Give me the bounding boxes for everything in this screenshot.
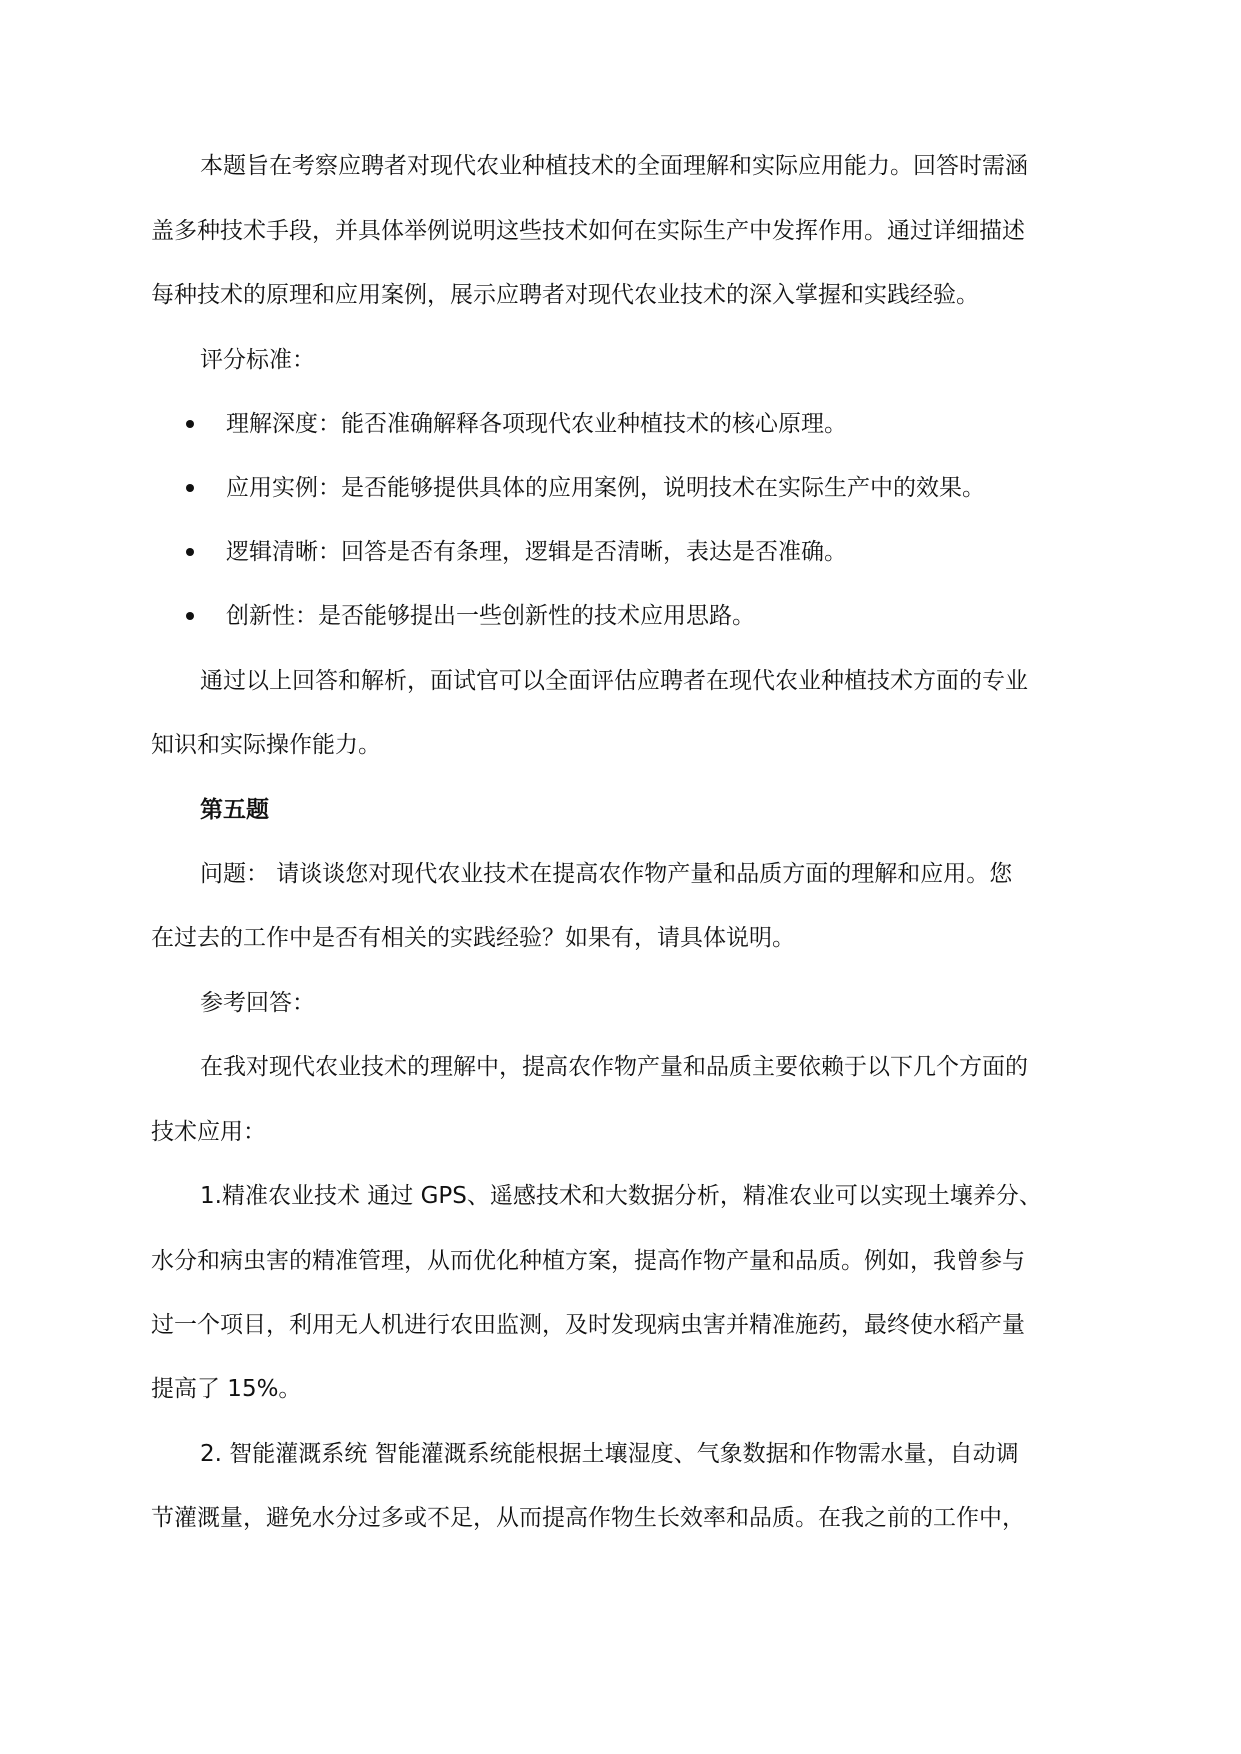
intro-line-2: 盖多种技术手段，并具体举例说明这些技术如何在实际生产中发挥作用。通过详细描述 xyxy=(151,218,1025,244)
point2-line-1: 2. 智能灌溉系统 智能灌溉系统能根据土壤湿度、气象数据和作物需水量，自动调 xyxy=(200,1441,1019,1467)
question-line-2: 在过去的工作中是否有相关的实践经验？如果有，请具体说明。 xyxy=(151,925,795,951)
question-line-1: 问题： 请谈谈您对现代农业技术在提高农作物产量和品质方面的理解和应用。您 xyxy=(200,861,1013,887)
point1-line-4: 提高了 15%。 xyxy=(151,1376,302,1402)
bullet-icon xyxy=(186,548,194,556)
scoring-heading: 评分标准： xyxy=(200,347,315,373)
summary-line-1: 通过以上回答和解析，面试官可以全面评估应聘者在现代农业种植技术方面的专业 xyxy=(200,668,1028,694)
bullet-icon xyxy=(186,484,194,492)
point1-line-2: 水分和病虫害的精准管理，从而优化种植方案，提高作物产量和品质。例如，我曾参与 xyxy=(151,1248,1025,1274)
scoring-item-4: 创新性：是否能够提出一些创新性的技术应用思路。 xyxy=(226,603,755,629)
answer-intro-line-1: 在我对现代农业技术的理解中，提高农作物产量和品质主要依赖于以下几个方面的 xyxy=(200,1054,1028,1080)
intro-line-1: 本题旨在考察应聘者对现代农业种植技术的全面理解和实际应用能力。回答时需涵 xyxy=(200,153,1028,179)
answer-label: 参考回答： xyxy=(200,990,315,1016)
section-title: 第五题 xyxy=(200,797,269,823)
scoring-item-1: 理解深度：能否准确解释各项现代农业种植技术的核心原理。 xyxy=(226,411,847,437)
point1-line-3: 过一个项目，利用无人机进行农田监测，及时发现病虫害并精准施药，最终使水稻产量 xyxy=(151,1312,1025,1338)
bullet-icon xyxy=(186,612,194,620)
scoring-item-2: 应用实例：是否能够提供具体的应用案例，说明技术在实际生产中的效果。 xyxy=(226,475,985,501)
intro-line-3: 每种技术的原理和应用案例，展示应聘者对现代农业技术的深入掌握和实践经验。 xyxy=(151,282,979,308)
bullet-icon xyxy=(186,420,194,428)
scoring-item-3: 逻辑清晰：回答是否有条理，逻辑是否清晰，表达是否准确。 xyxy=(226,539,847,565)
point2-line-2: 节灌溉量，避免水分过多或不足，从而提高作物生长效率和品质。在我之前的工作中， xyxy=(151,1505,1025,1531)
point1-line-1: 1.精准农业技术 通过 GPS、遥感技术和大数据分析，精准农业可以实现土壤养分、 xyxy=(200,1183,1042,1209)
answer-intro-line-2: 技术应用： xyxy=(151,1119,266,1145)
summary-line-2: 知识和实际操作能力。 xyxy=(151,732,381,758)
